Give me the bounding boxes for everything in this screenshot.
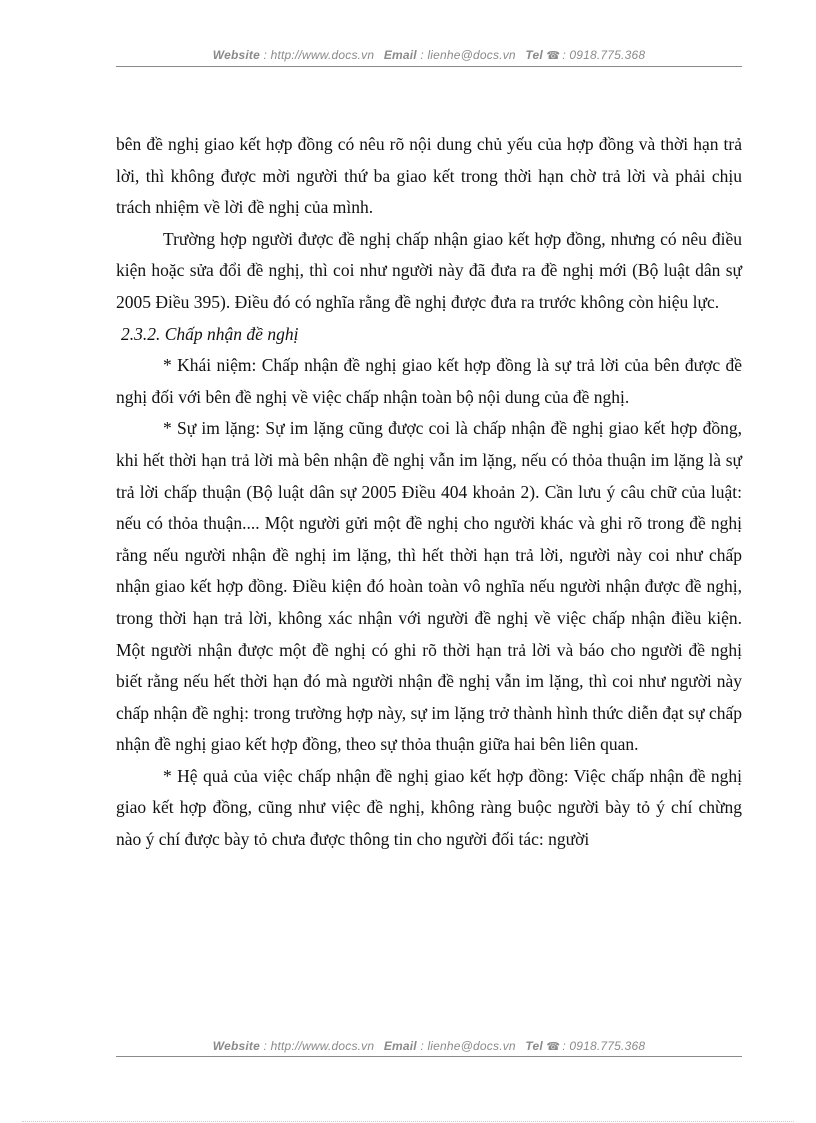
footer-tel-value: : 0918.775.368 [562, 1039, 646, 1053]
header-tel-label: Tel [525, 48, 543, 62]
page-footer [116, 1039, 742, 1053]
header-website-url[interactable]: : http://www.docs.vn [263, 48, 375, 62]
phone-icon: ☎ [546, 50, 561, 62]
document-body [116, 129, 742, 856]
header-website-label: Website [212, 48, 260, 62]
section-heading: 2.3.2. Chấp nhận đề nghị [121, 323, 299, 344]
paragraph: bên đề nghị giao kết hợp đồng có nêu rõ nội dung chủ yếu của hợp đồng và thời hạn trả lời, thì không được mời người thứ ba giao kết trong thời hạn chờ trả lời và phải chịu trách nhiệm về lời đề nghị của mình. [116, 134, 742, 218]
phone-icon: ☎ [546, 1041, 561, 1053]
header-rule [116, 66, 742, 67]
paragraph: * Sự im lặng: Sự im lặng cũng được coi là chấp nhận đề nghị giao kết hợp đồng, khi hết thời hạn trả lời mà bên nhận đề nghị vẫn im lặng, nếu có thỏa thuận im lặng là sự trả lời chấp thuận (Bộ luật dân sự 2005 Điều 404 khoản 2). Cần lưu ý câu chữ của luật: nếu có thỏa thuận.... Một người gửi một đề nghị cho người khác và ghi rõ trong đề nghị rằng nếu người nhận đề nghị im lặng, thì hết thời hạn trả lời, người này coi như chấp nhận giao kết hợp đồng. Điều kiện đó hoàn toàn vô nghĩa nếu người nhận được đề nghị, trong thời hạn trả lời, không xác nhận với người đề nghị về việc chấp nhận điều kiện. Một người nhận được một đề nghị có ghi rõ thời hạn trả lời và báo cho người đề nghị biết rằng nếu hết thời hạn đó mà người nhận đề nghị vẫn im lặng, thì coi như người này chấp nhận đề nghị: trong trường hợp này, sự im lặng trở thành hình thức diễn đạt sự chấp nhận đề nghị giao kết hợp đồng, theo sự thỏa thuận giữa hai bên liên quan. [116, 418, 742, 755]
footer-email-label: Email [383, 1039, 417, 1053]
footer-website-url[interactable]: : http://www.docs.vn [263, 1039, 375, 1053]
paragraph: Trường hợp người được đề nghị chấp nhận giao kết hợp đồng, nhưng có nêu điều kiện hoặc sửa đổi đề nghị, thì coi như người này đã đưa ra đề nghị mới (Bộ luật dân sự 2005 Điều 395). Điều đó có nghĩa rằng đề nghị được đưa ra trước không còn hiệu lực. [116, 228, 742, 312]
page-bottom-divider [22, 1121, 794, 1122]
header-email-value[interactable]: : lienhe@docs.vn [420, 48, 516, 62]
footer-rule [116, 1056, 742, 1057]
paragraph: * Hệ quả của việc chấp nhận đề nghị giao kết hợp đồng: Việc chấp nhận đề nghị giao kết hợp đồng, cũng như việc đề nghị, không ràng buộc người bày tỏ ý chí chừng nào ý chí được bày tỏ chưa được thông tin cho người đối tác: người [116, 765, 742, 850]
footer-tel-label: Tel [525, 1039, 543, 1053]
paragraph: * Khái niệm: Chấp nhận đề nghị giao kết hợp đồng là sự trả lời của bên được đề nghị đối với bên đề nghị về việc chấp nhận toàn bộ nội dung của đề nghị. [116, 355, 742, 407]
page-header [116, 48, 742, 62]
footer-email-value[interactable]: : lienhe@docs.vn [420, 1039, 516, 1053]
footer-website-label: Website [212, 1039, 260, 1053]
header-tel-value: : 0918.775.368 [562, 48, 646, 62]
header-email-label: Email [383, 48, 417, 62]
